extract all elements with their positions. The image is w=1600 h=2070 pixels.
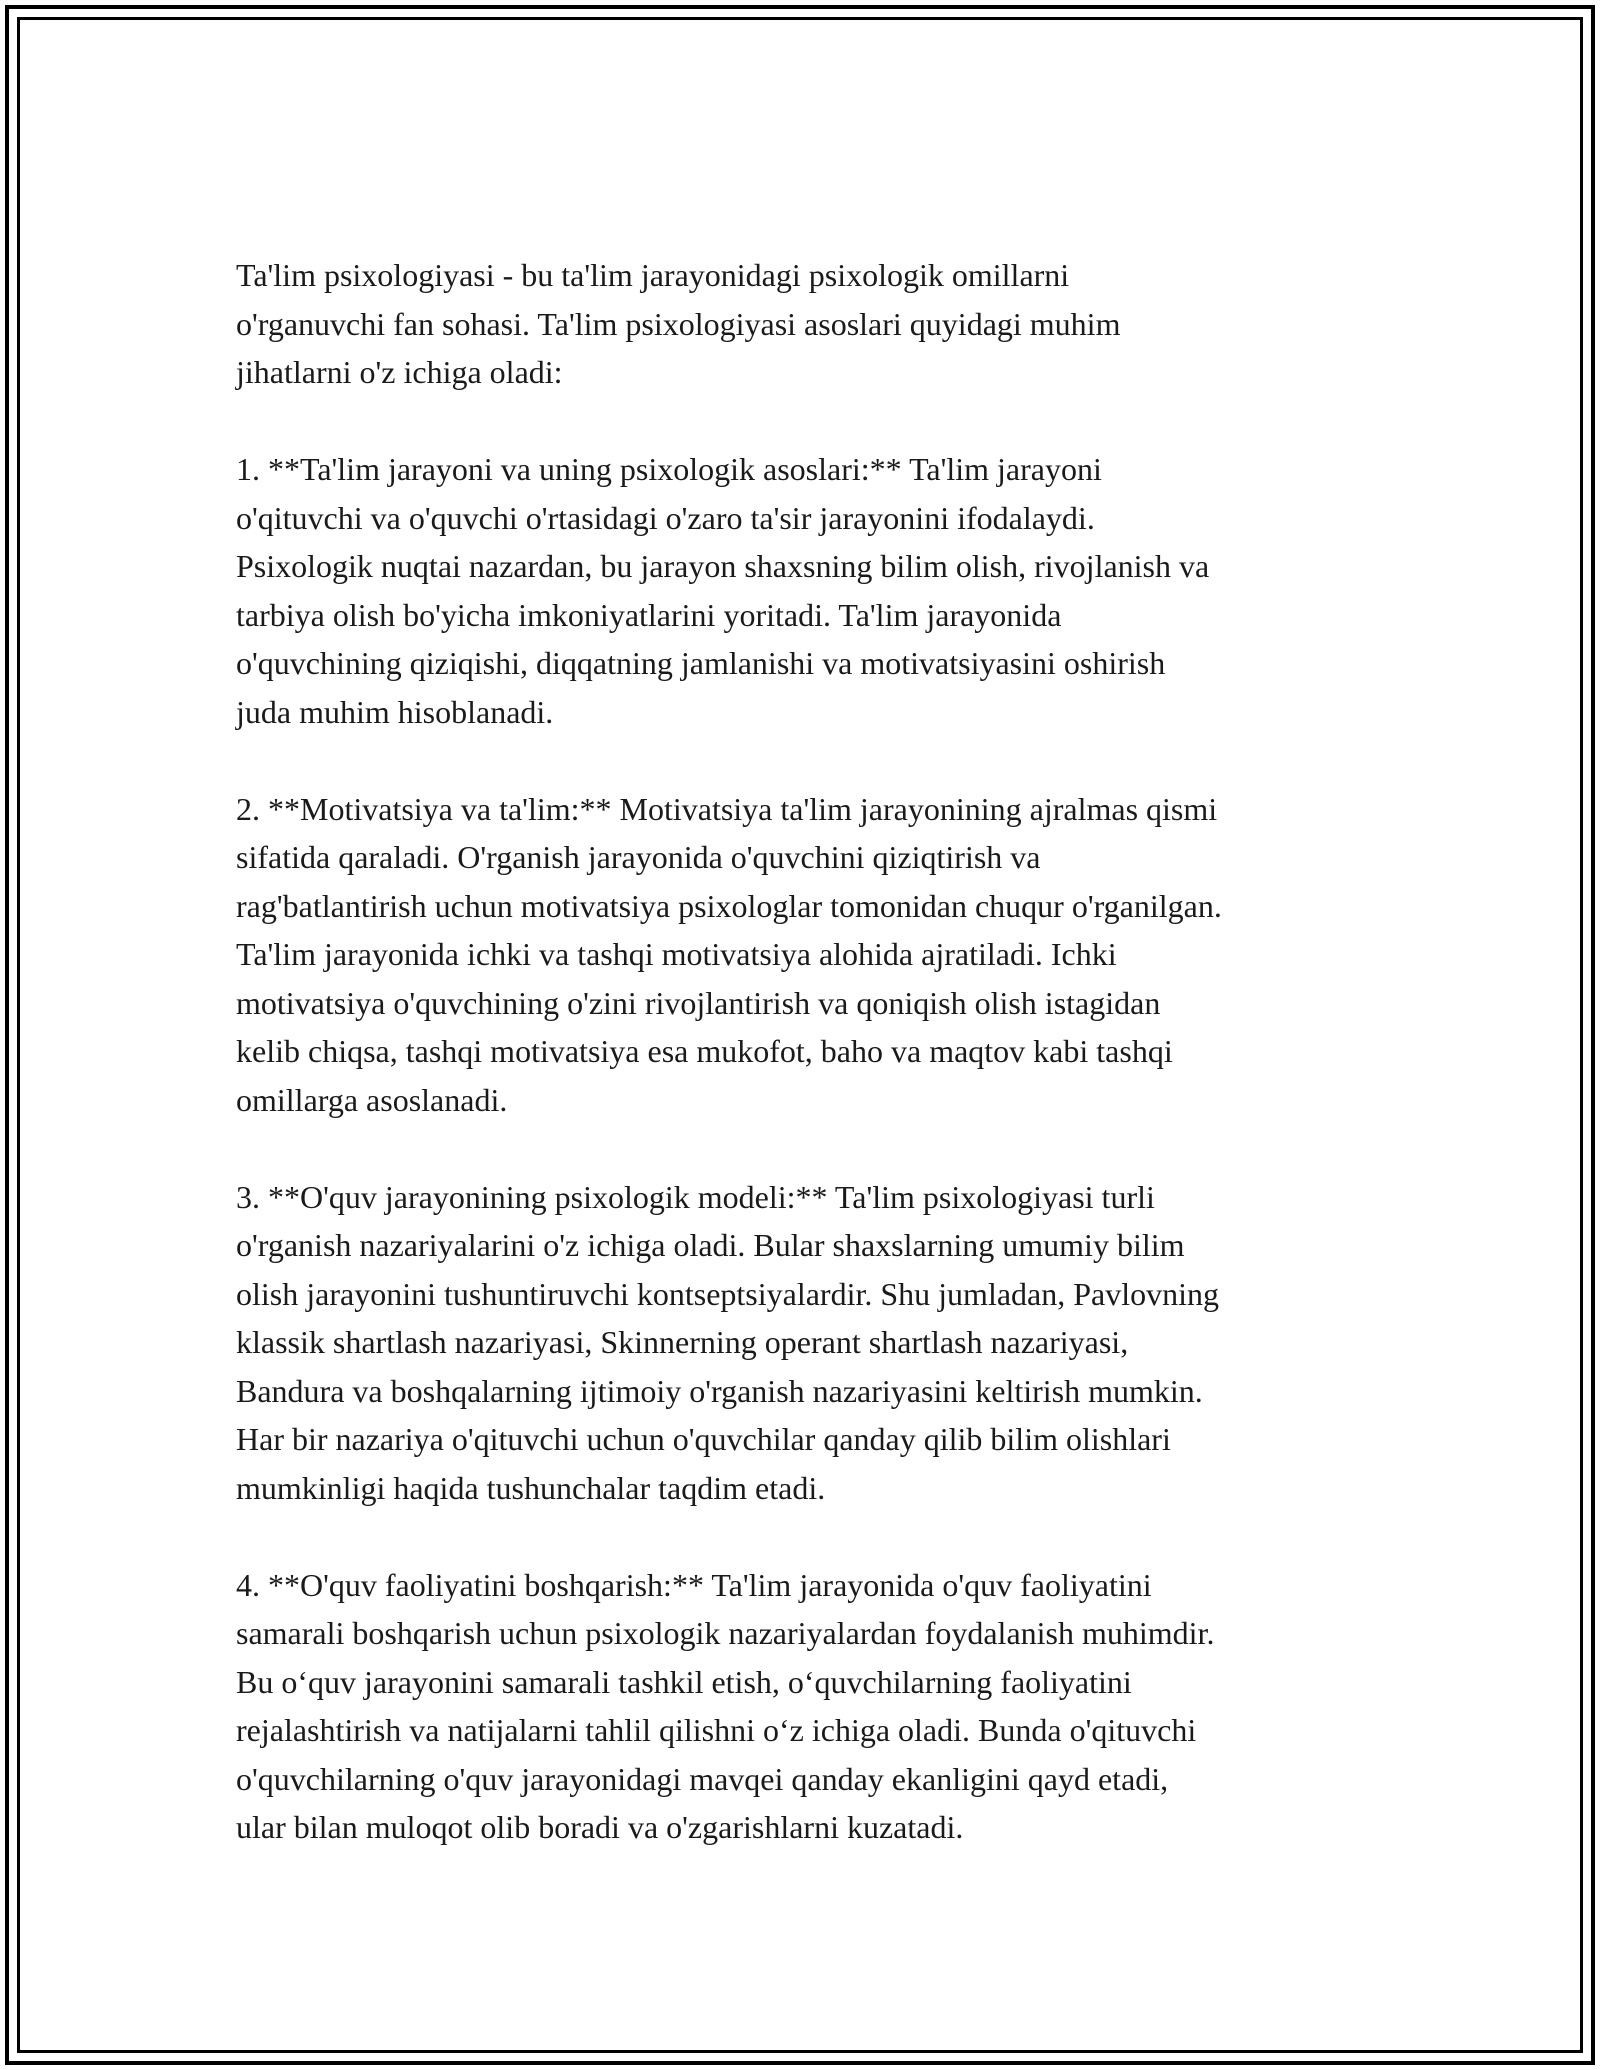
section-paragraph-3: 3. **O'quv jarayonining psixologik modeli:** Ta'lim psixologiyasi turli o'rganish nazariyalarini o'z ichiga oladi. Bular shaxslarning umumiy bilim olish jarayonini tushuntiruvchi kontseptsiyalardir. Shu jumladan, Pavlovning klassik shartlash nazariyasi, Skinnerning operant shartlash nazariyasi, Bandura va boshqalarning ijtimoiy o'rganish nazariyasini keltirish mumkin. Har bir nazariya o'qituvchi uchun o'quvchilar qanday qilib bilim olishlari mumkinligi haqida tushunchalar taqdim etadi. (236, 1178, 1220, 1506)
document-body (236, 251, 1376, 1852)
section-paragraph-2: 2. **Motivatsiya va ta'lim:** Motivatsiya ta'lim jarayonining ajralmas qismi sifatida qaraladi. O'rganish jarayonida o'quvchini qiziqtirish va rag'batlantirish uchun motivatsiya psixologlar tomonidan chuqur o'rganilgan. Ta'lim jarayonida ichki va tashqi motivatsiya alohida ajratiladi. Ichki motivatsiya o'quvchining o'zini rivojlantirish va qoniqish olish istagidan kelib chiqsa, tashqi motivatsiya esa mukofot, baho va maqtov kabi tashqi omillarga asoslanadi. (236, 790, 1222, 1118)
intro-paragraph: Ta'lim psixologiyasi - bu ta'lim jarayonidagi psixologik omillarni o'rganuvchi fan sohasi. Ta'lim psixologiyasi asoslari quyidagi muhim jihatlarni o'z ichiga oladi: (236, 257, 1121, 390)
section-paragraph-1: 1. **Ta'lim jarayoni va uning psixologik asoslari:** Ta'lim jarayoni o'qituvchi va o'quvchi o'rtasidagi o'zaro ta'sir jarayonini ifodalaydi. Psixologik nuqtai nazardan, bu jarayon shaxsning bilim olish, rivojlanish va tarbiya olish bo'yicha imkoniyatlarini yoritadi. Ta'lim jarayonida o'quvchining qiziqishi, diqqatning jamlanishi va motivatsiyasini oshirish juda muhim hisoblanadi. (236, 451, 1210, 730)
section-paragraph-4: 4. **O'quv faoliyatini boshqarish:** Ta'lim jarayonida o'quv faoliyatini samarali boshqarish uchun psixologik nazariyalardan foydalanish muhimdir. Bu o‘quv jarayonini samarali tashkil etish, o‘quvchilarning faoliyatini rejalashtirish va natijalarni tahlil qilishni o‘z ichiga oladi. Bunda o'qituvchi o'quvchilarning o'quv jarayonidagi mavqei qanday ekanligini qayd etadi, ular bilan muloqot olib boradi va o'zgarishlarni kuzatadi. (236, 1566, 1215, 1845)
